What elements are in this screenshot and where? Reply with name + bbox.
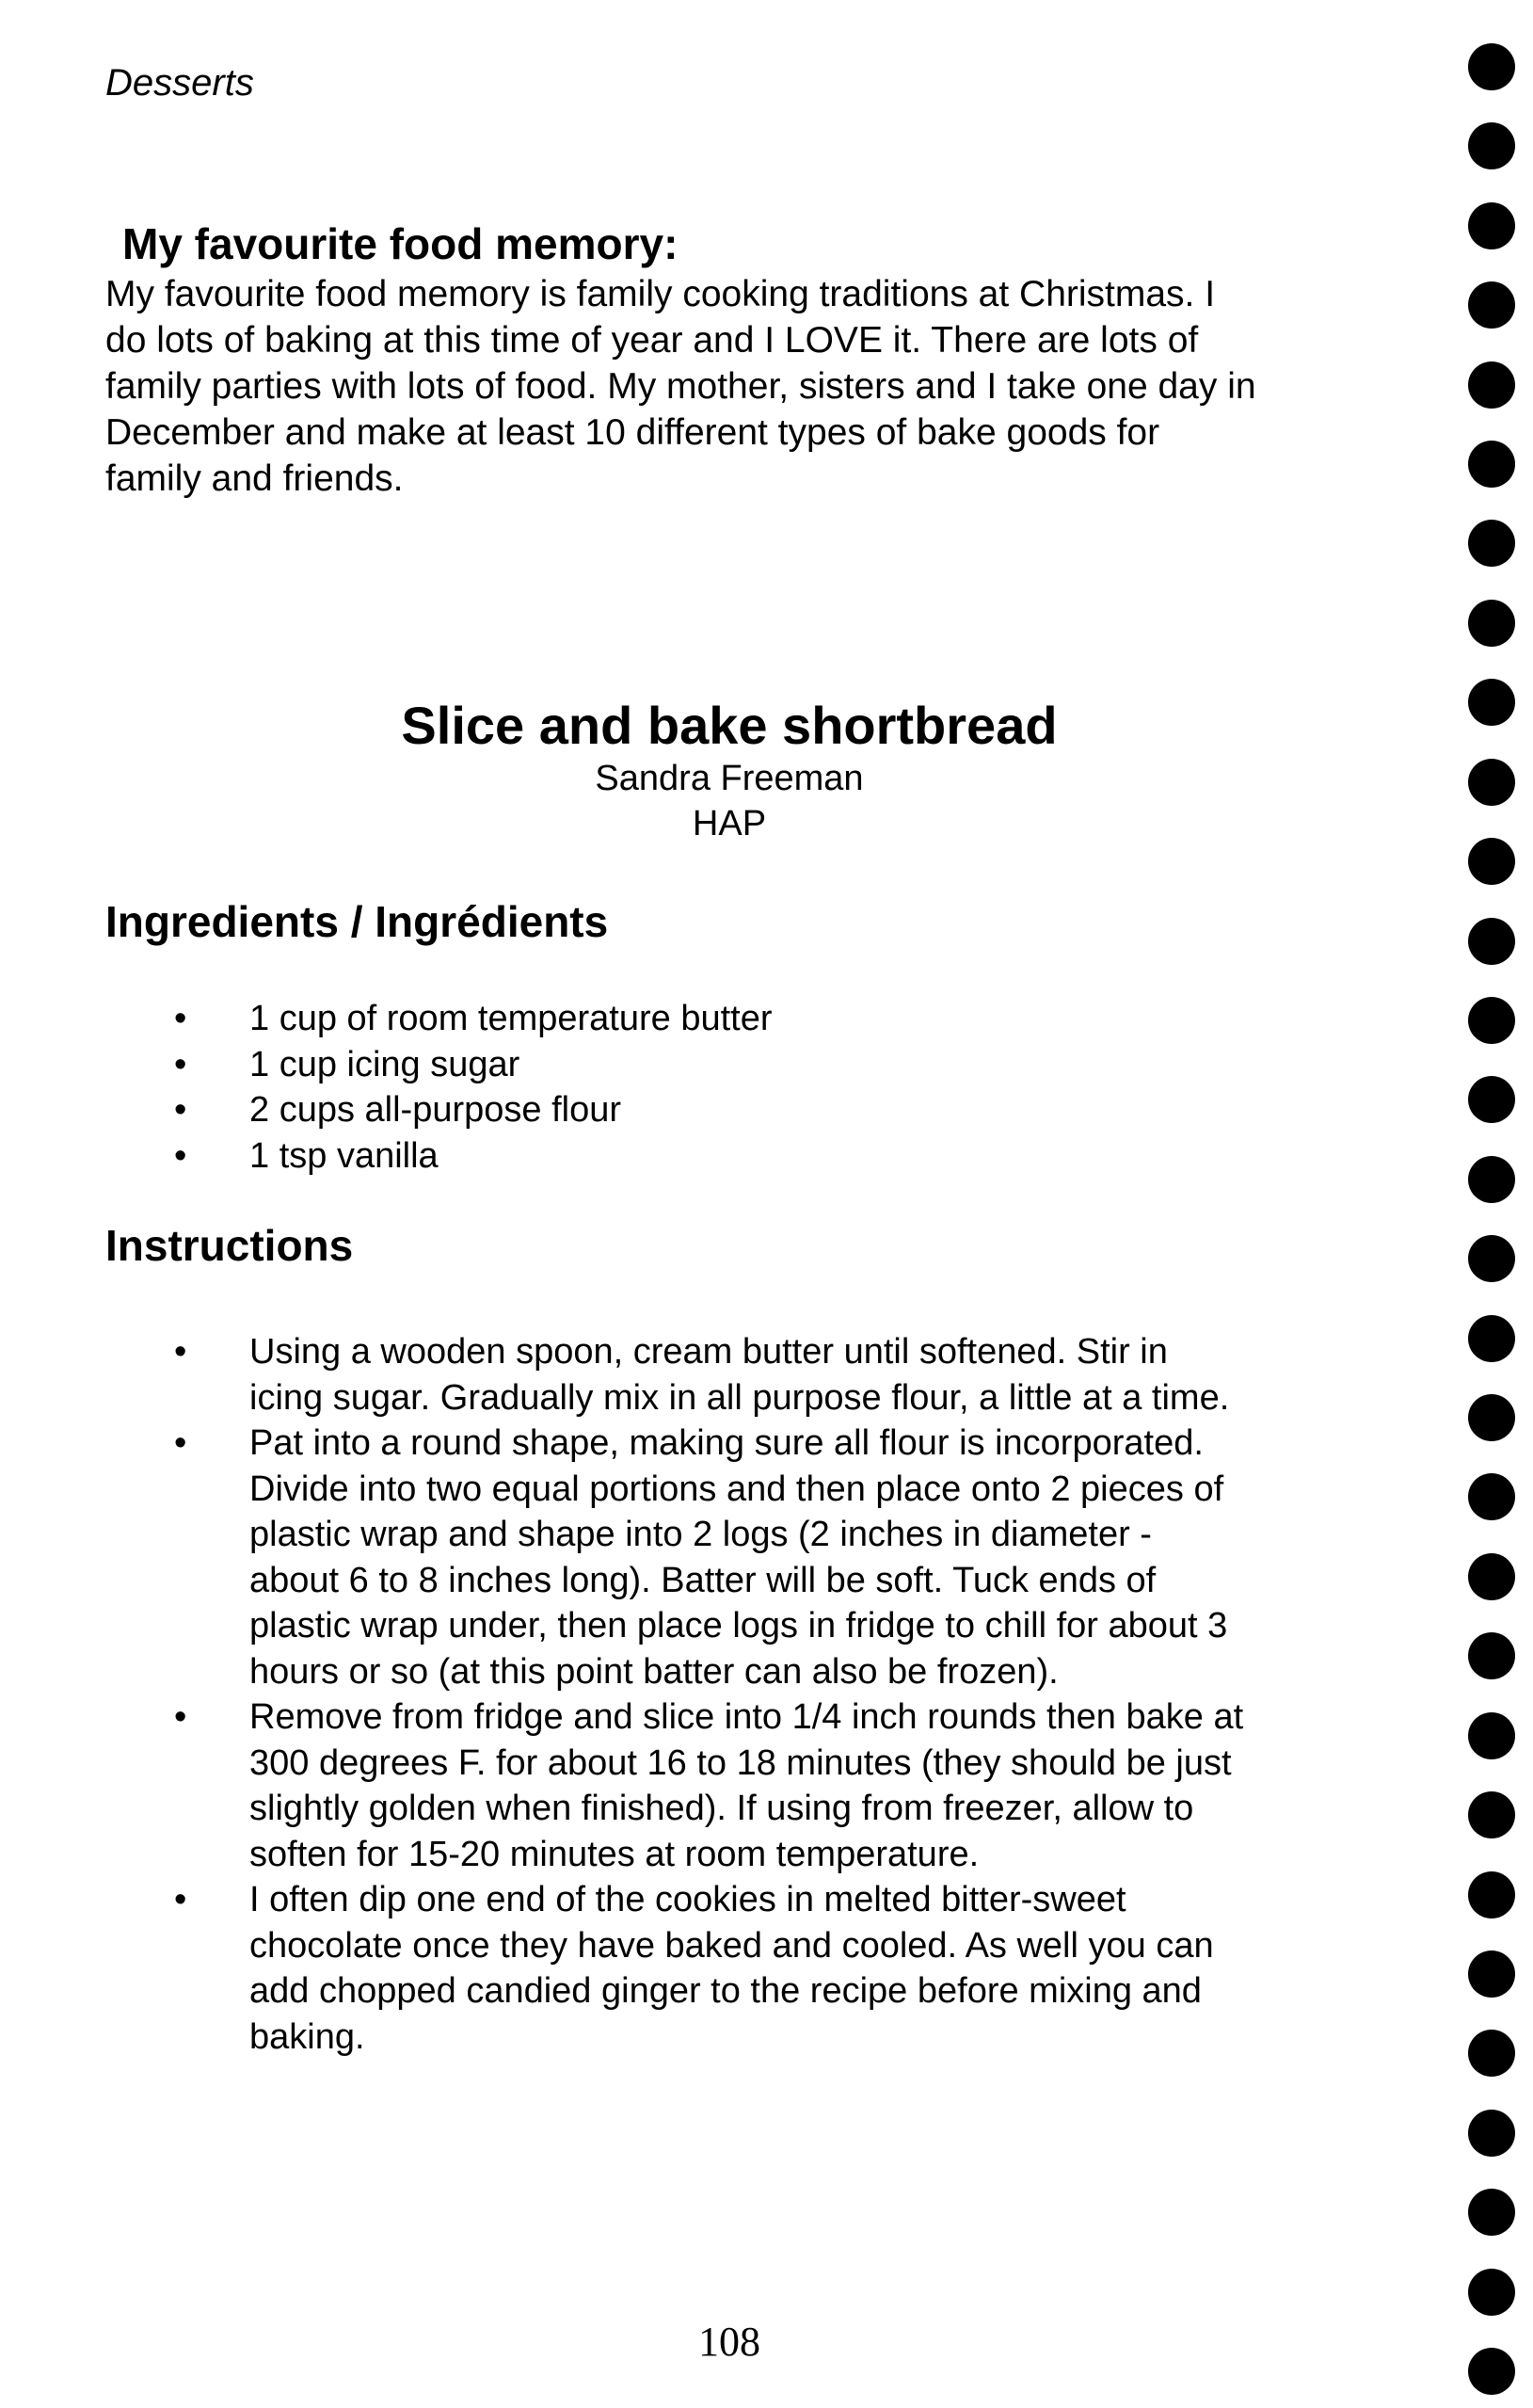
binding-hole-icon (1468, 281, 1515, 329)
binding-hole-icon (1468, 1156, 1515, 1203)
ingredient-item: • 1 tsp vanilla (174, 1133, 773, 1180)
binding-hole-icon (1468, 202, 1515, 249)
binding-hole-icon (1468, 122, 1515, 169)
binding-hole-icon (1468, 1632, 1515, 1679)
binding-hole-icon (1468, 838, 1515, 885)
binding-hole-icon (1468, 43, 1515, 90)
memory-line: December and make at least 10 different types of bake goods for (105, 412, 1160, 453)
binding-hole-icon (1468, 1076, 1515, 1123)
memory-line: family parties with lots of food. My mother, sisters and I take one day in (105, 366, 1256, 407)
ingredient-item: • 1 cup icing sugar (174, 1042, 773, 1088)
section-header: Desserts (105, 62, 254, 104)
instruction-step: • Using a wooden spoon, cream butter until softened. Stir in icing sugar. Gradually mix in all purpose flour, a little at a time. (174, 1329, 1243, 1421)
ingredient-item: • 1 cup of room temperature butter (174, 996, 773, 1042)
binding-hole-icon (1468, 1712, 1515, 1759)
binding-hole-icon (1468, 600, 1515, 647)
binding-hole-icon (1468, 759, 1515, 806)
page-number: 108 (698, 2319, 760, 2365)
recipe-author: Sandra Freeman (595, 759, 864, 798)
binding-hole-icon (1468, 520, 1515, 567)
instruction-step: • I often dip one end of the cookies in melted bitter-sweet chocolate once they have baked and cooled. As well you can add chopped candied ginger to the recipe before mixing and baking. (174, 1877, 1243, 2060)
spiral-binding (1464, 23, 1519, 2395)
bullet-icon: • (174, 1044, 187, 1084)
bullet-icon: • (174, 1880, 187, 1919)
binding-hole-icon (1468, 2030, 1515, 2077)
memory-line: My favourite food memory is family cooking traditions at Christmas. I (105, 274, 1216, 314)
memory-line: do lots of baking at this time of year and I LOVE it. There are lots of (105, 320, 1199, 361)
binding-hole-icon (1468, 1394, 1515, 1441)
binding-hole-icon (1468, 679, 1515, 726)
binding-hole-icon (1468, 1315, 1515, 1362)
instruction-step: • Remove from fridge and slice into 1/4 inch rounds then bake at 300 degrees F. for about 16 to 18 minutes (they should be just slightly golden when finished). If using from freezer, allow to soften for 15-20 minutes at room temperature. (174, 1694, 1243, 1877)
memory-heading: My favourite food memory: (122, 219, 679, 268)
binding-hole-icon (1468, 441, 1515, 488)
recipe-title: Slice and bake shortbread (401, 696, 1058, 755)
instructions-heading: Instructions (105, 1221, 354, 1270)
memory-line: family and friends. (105, 458, 404, 499)
instruction-step: • Pat into a round shape, making sure all flour is incorporated. Divide into two equal portions and then place onto 2 pieces of plastic wrap and shape into 2 logs (2 inches in diameter - about 6 to 8 inches long). Batter will be soft. Tuck ends of plastic wrap under, then place logs in fridge to chill for about 3 hours or so (at this point batter can also be frozen). (174, 1421, 1243, 1694)
bullet-icon: • (174, 1090, 187, 1130)
binding-hole-icon (1468, 1553, 1515, 1600)
instructions-list (174, 1329, 1243, 2060)
binding-hole-icon (1468, 2189, 1515, 2236)
binding-hole-icon (1468, 1473, 1515, 1520)
binding-hole-icon (1468, 1791, 1515, 1838)
bullet-icon: • (174, 1697, 187, 1737)
ingredients-heading: Ingredients / Ingrédients (105, 897, 609, 946)
binding-hole-icon (1468, 2110, 1515, 2157)
bullet-icon: • (174, 1423, 187, 1463)
ingredient-item: • 2 cups all-purpose flour (174, 1087, 773, 1133)
bullet-icon: • (174, 999, 187, 1038)
binding-hole-icon (1468, 997, 1515, 1044)
binding-hole-icon (1468, 361, 1515, 409)
ingredients-list (174, 996, 773, 1179)
binding-hole-icon (1468, 918, 1515, 965)
bullet-icon: • (174, 1332, 187, 1372)
binding-hole-icon (1468, 1950, 1515, 1998)
binding-hole-icon (1468, 1871, 1515, 1918)
binding-hole-icon (1468, 2269, 1515, 2316)
recipe-organization: HAP (692, 804, 767, 843)
binding-hole-icon (1468, 1235, 1515, 1282)
binding-hole-icon (1468, 2348, 1515, 2395)
bullet-icon: • (174, 1135, 187, 1176)
memory-paragraph (105, 271, 1404, 502)
